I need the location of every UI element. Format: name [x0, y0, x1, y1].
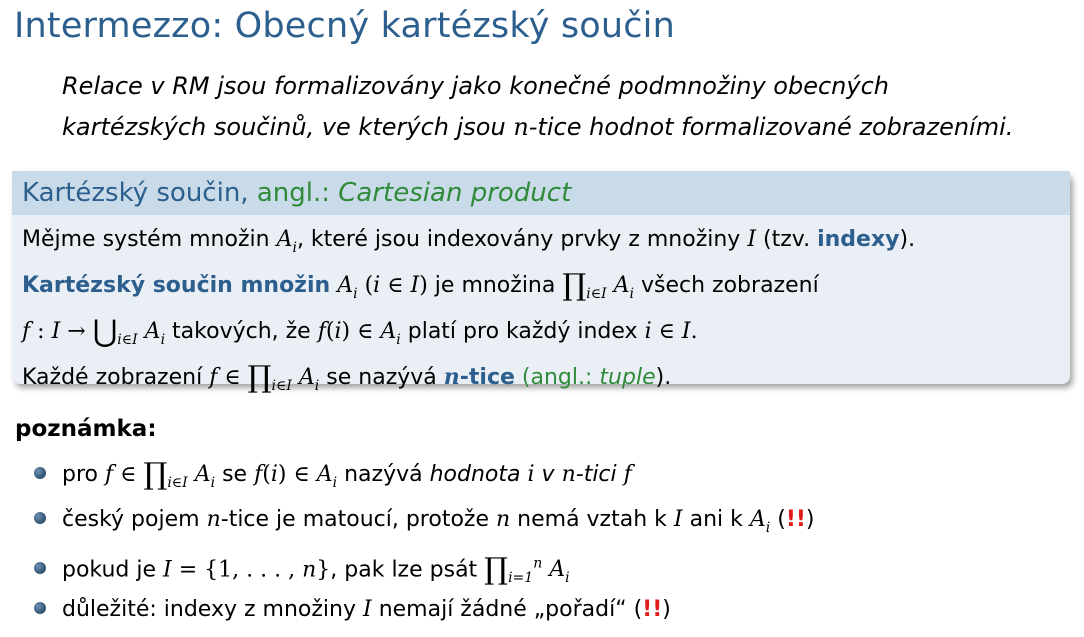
note-heading: poznámka: — [15, 416, 157, 442]
bullet-icon — [34, 602, 46, 614]
intro-line-1: Relace v RM jsou formalizovány jako konečné podmnožiny obecných — [62, 72, 889, 100]
bullet-icon — [34, 512, 46, 524]
bullet-icon — [34, 467, 46, 479]
definition-line-1: Mějme systém množin $A_i$, které jsou indexovány prvky z množiny I (tzv. indexy). — [22, 227, 916, 256]
definition-line-4: Každé zobrazení f ∈ $\prod_{i\in I}$ $A_i$ se nazývá n-tice (angl.: tuple). — [22, 360, 672, 395]
definition-line-3: f : $I \to ⋃_{i\in I}$ $A_i$ takových, že f(i) ∈ $A_i$ platí pro každý index i ∈ I. — [22, 314, 698, 349]
bullet-icon — [34, 562, 46, 574]
definition-block — [12, 171, 1070, 395]
page-title: Intermezzo: Obecný kartézský součin — [14, 6, 675, 46]
intro-line-2: kartézských součinů, ve kterých jsou n-tice hodnot formalizované zobrazeními. — [62, 113, 1014, 141]
list-item: pro f ∈ $\prod_{i\in I}$ $A_i$ se f(i) ∈ $A_i$ nazývá hodnota i v n-tici f — [34, 452, 815, 497]
list-item: český pojem n-tice je matoucí, protože n nemá vztah k I ani k $A_i$ (!!) — [34, 497, 815, 542]
definition-line-2: Kartézský součin množin $A_i$ (i ∈ I) je množina $\prod_{i\in I}$ $A_i$ všech zobrazení — [22, 268, 819, 303]
definition-title: Kartézský součin, angl.: Cartesian product — [12, 171, 1070, 215]
intro-text — [62, 66, 1072, 148]
list-item: pokud je I = {1, . . . , n}, pak lze psát $\prod_{i=1}^n$ $A_i$ — [34, 542, 815, 587]
list-item: důležité: indexy z množiny I nemají žádné „pořadí“ (!!) — [34, 587, 815, 632]
definition-body — [12, 215, 1070, 405]
note-list — [34, 452, 815, 632]
